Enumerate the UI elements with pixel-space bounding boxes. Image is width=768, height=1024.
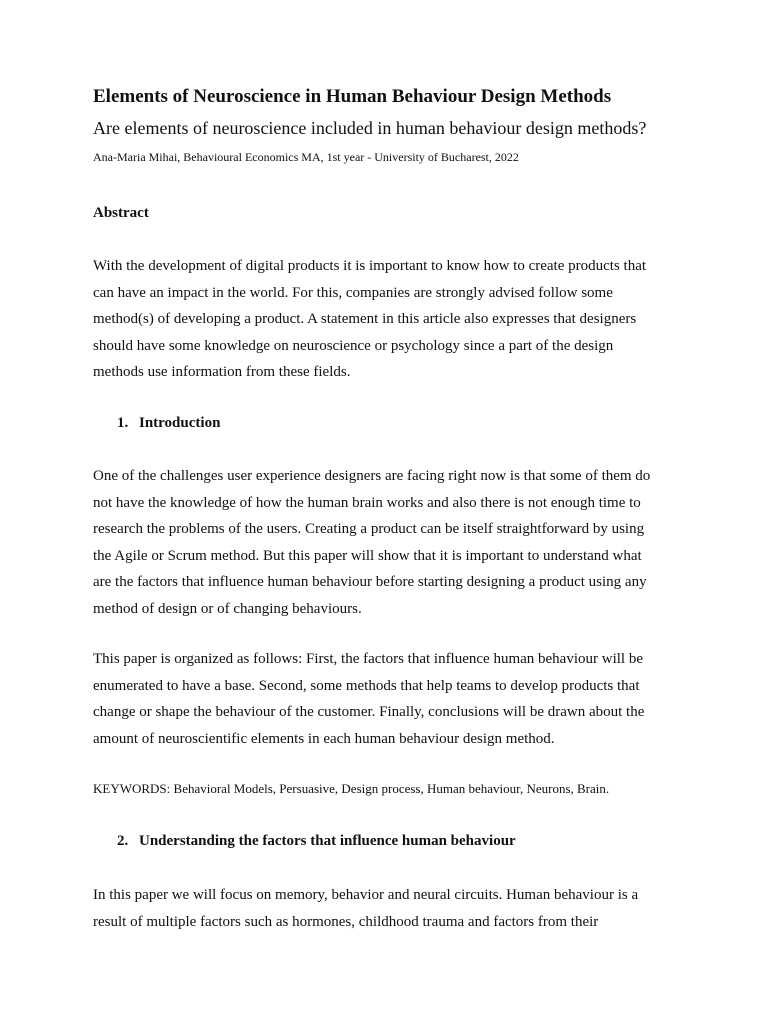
section-1-heading [117, 415, 220, 432]
keywords-line: KEYWORDS: Behavioral Models, Persuasive, Design process, Human behaviour, Neurons, Brain. [93, 781, 610, 796]
text-line: research the problems of the users. Creating a product can be itself straightforward by using [93, 521, 645, 537]
section-number: 1. [117, 415, 129, 431]
abstract-paragraph [93, 253, 683, 386]
text-line: amount of neuroscientific elements in each human behaviour design method. [93, 730, 555, 747]
introduction-paragraph-1 [93, 463, 683, 622]
paper-title: Elements of Neuroscience in Human Behaviour Design Methods [93, 86, 612, 107]
text-line: are the factors that influence human behaviour before starting designing a product using any [93, 574, 647, 590]
introduction-paragraph-2 [93, 646, 683, 752]
text-line: not have the knowledge of how the human brain works and also there is not enough time to [93, 494, 641, 511]
text-line: change or shape the behaviour of the customer. Finally, conclusions will be drawn about the [93, 704, 645, 720]
text-line: In this paper we will focus on memory, behavior and neural circuits. Human behaviour is a [93, 887, 639, 903]
abstract-heading: Abstract [93, 205, 149, 221]
section-title: Understanding the factors that influence human behaviour [139, 833, 516, 849]
text-line: One of the challenges user experience designers are facing right now is that some of them do [93, 468, 651, 484]
text-line: enumerated to have a base. Second, some methods that help teams to develop products that [93, 677, 640, 694]
section-title: Introduction [139, 415, 221, 431]
text-line: With the development of digital products it is important to know how to create products that [93, 258, 647, 274]
text-line: the Agile or Scrum method. But this paper will show that it is important to understand what [93, 547, 642, 564]
section-2-heading [117, 833, 516, 850]
author-line: Ana-Maria Mihai, Behavioural Economics MA, 1st year - University of Bucharest, 2022 [93, 150, 519, 164]
paper-subtitle: Are elements of neuroscience included in human behaviour design methods? [93, 118, 647, 138]
text-line: method(s) of developing a product. A statement in this article also expresses that designers [93, 311, 637, 327]
text-line: This paper is organized as follows: First, the factors that influence human behaviour will be [93, 651, 643, 667]
section-2-paragraph-1 [93, 882, 683, 935]
text-line: should have some knowledge on neuroscience or psychology since a part of the design [93, 337, 614, 354]
text-line: methods use information from these fields. [93, 364, 351, 380]
text-line: can have an impact in the world. For this, companies are strongly advised follow some [93, 284, 613, 301]
text-line: method of design or of changing behaviours. [93, 600, 362, 617]
text-line: result of multiple factors such as hormones, childhood trauma and factors from their [93, 913, 599, 930]
section-number: 2. [117, 833, 129, 849]
